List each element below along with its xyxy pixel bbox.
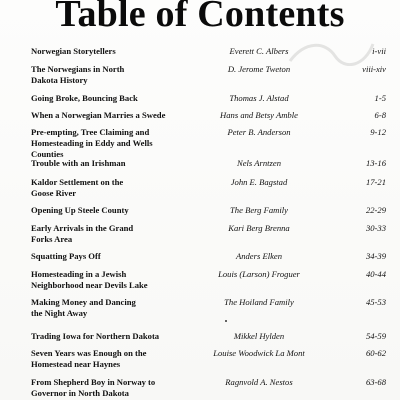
entry-title: Opening Up Steele County: [31, 205, 129, 215]
entry-title: Going Broke, Bouncing Back: [31, 93, 138, 103]
entry-pages: 17-21: [365, 177, 386, 187]
entry-pages: 22-29: [365, 205, 386, 215]
entry-pages: i-vii: [372, 46, 386, 56]
entry-pages: 34-39: [365, 251, 386, 261]
entry-title: From Shepherd Boy in Norway to Governor in North Dakota: [31, 377, 156, 398]
entry-author: John E. Bagstad: [230, 177, 288, 187]
entry-title: The Norwegians in North Dakota History: [31, 64, 125, 85]
entry-pages: 13-16: [365, 158, 386, 168]
entry-author: Mikkel Hylden: [233, 331, 285, 341]
entry-title: Kaldor Settlement on the Goose River: [31, 177, 124, 198]
entry-author: Anders Elken: [235, 251, 283, 261]
page-title: Table of Contents: [55, 0, 345, 35]
entry-author: D. Jerome Tweton: [227, 64, 291, 74]
entry-pages: 45-53: [365, 297, 386, 307]
entry-title: Homesteading in a Jewish Neighborhood near Devils Lake: [31, 269, 148, 290]
entry-pages: viii-xiv: [362, 64, 386, 74]
entry-pages: 63-68: [365, 377, 386, 387]
entry-author: Hans and Betsy Amble: [220, 110, 298, 120]
entry-title: Making Money and Dancing the Night Away: [31, 297, 136, 318]
entry-pages: 54-59: [365, 331, 386, 341]
entry-pages: 60-62: [365, 348, 386, 358]
entry-author: Nels Arntzen: [236, 158, 281, 168]
entry-author: The Berg Family: [230, 205, 288, 215]
entry-pages: 30-33: [365, 223, 386, 233]
entry-pages: 9-12: [370, 127, 386, 137]
entry-author: Kari Berg Brenna: [228, 223, 290, 233]
entry-title: When a Norwegian Marries a Swede: [31, 110, 166, 120]
entry-title: Squatting Pays Off: [31, 251, 101, 261]
entry-author: Ragnvold A. Nestos: [225, 377, 293, 387]
entry-title: Seven Years was Enough on the Homestead near Haynes: [31, 348, 147, 369]
entry-pages: 6-8: [374, 110, 386, 120]
entry-title: Trading Iowa for Northern Dakota: [31, 331, 160, 341]
entry-title: Trouble with an Irishman: [31, 158, 126, 168]
entry-title: Early Arrivals in the Grand Forks Area: [31, 223, 134, 244]
entry-author: Everett C. Albers: [229, 46, 289, 56]
entry-pages: 40-44: [365, 269, 386, 279]
entry-author: The Hoiland Family: [224, 297, 294, 307]
entry-title: Norwegian Storytellers: [31, 46, 116, 56]
entry-pages: 1-5: [374, 93, 386, 103]
entry-author: Louise Woodwick La Mont: [213, 348, 305, 358]
entry-author: Thomas J. Alstad: [229, 93, 289, 103]
entry-author: Louis (Larson) Froguer: [218, 269, 300, 279]
entry-author: Peter B. Anderson: [227, 127, 291, 137]
stray-mark: [225, 320, 227, 322]
entry-title: Pre-empting, Tree Claiming and Homesteading in Eddy and Wells Counties: [31, 127, 153, 159]
